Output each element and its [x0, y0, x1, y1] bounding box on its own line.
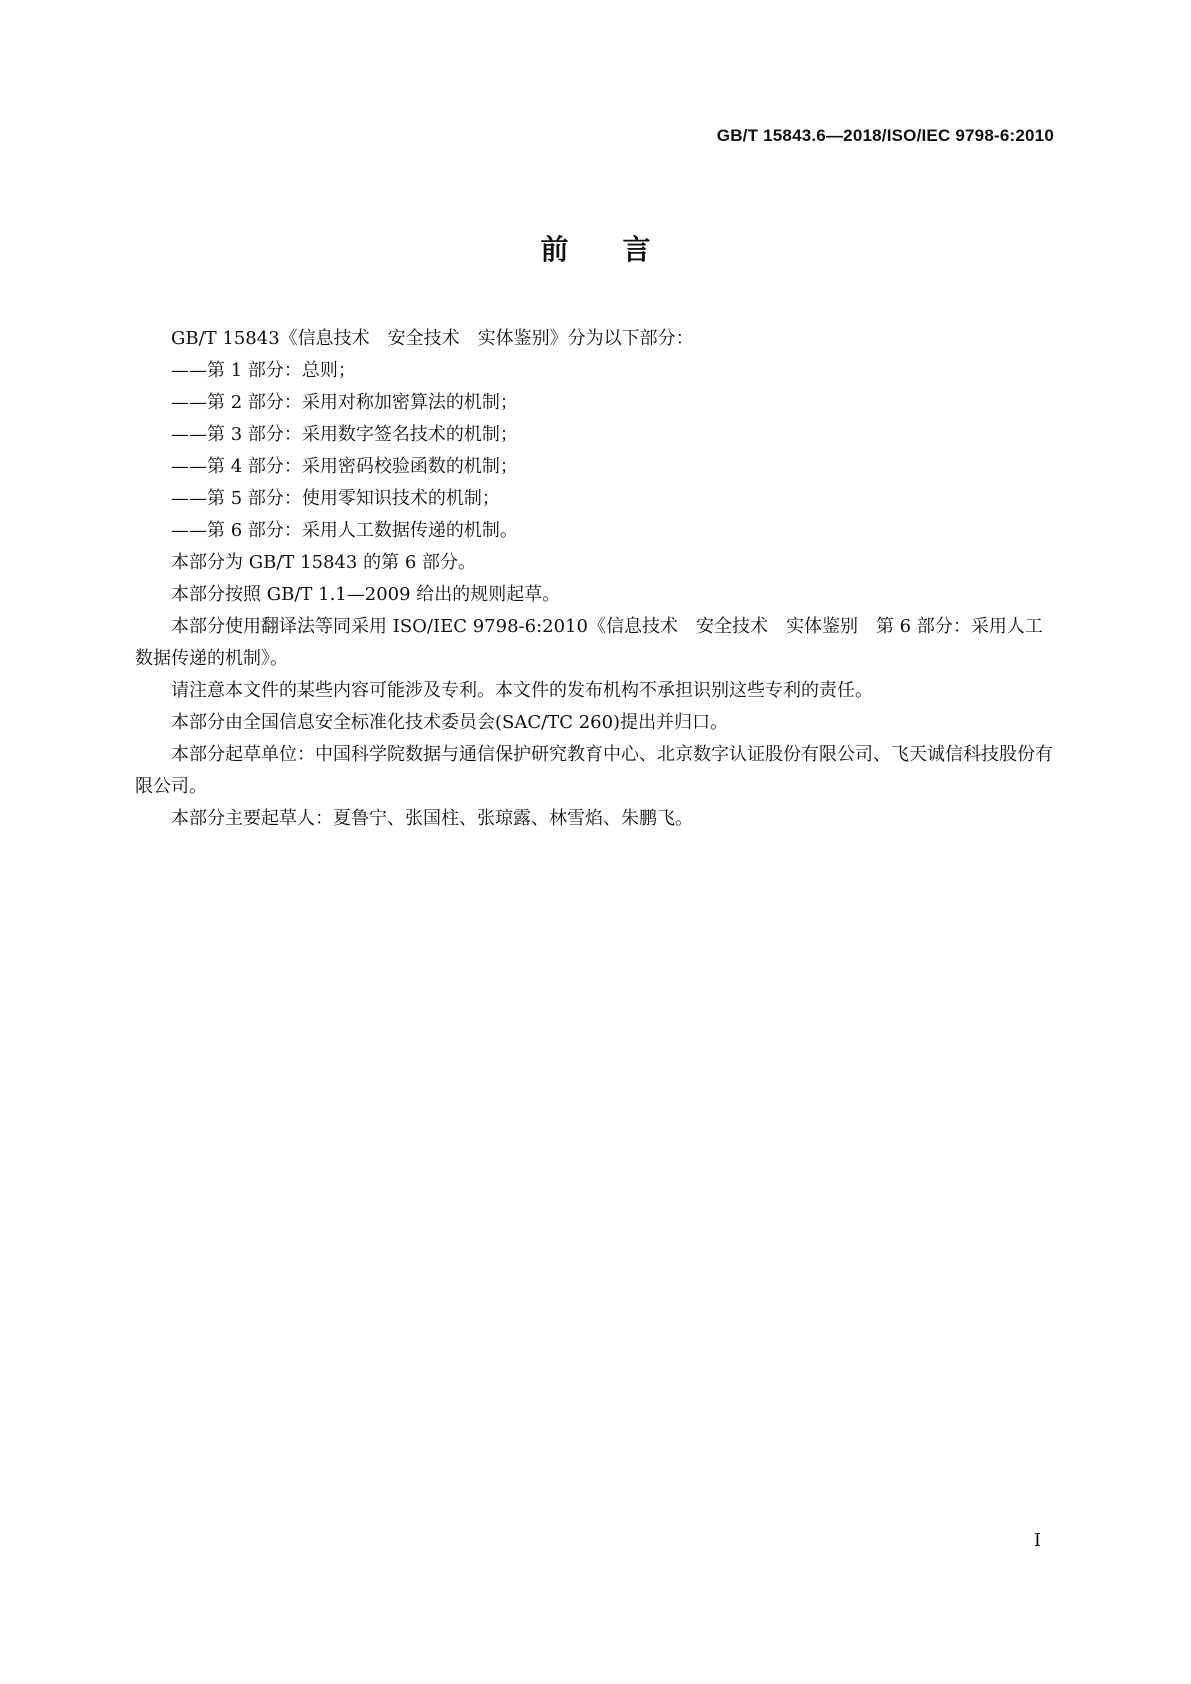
page-number: I: [1033, 1530, 1041, 1551]
part-list-item: ——第 3 部分：采用数字签名技术的机制；: [171, 424, 518, 445]
intro-paragraph: GB/T 15843《信息技术 安全技术 实体鉴别》分为以下部分：: [171, 328, 694, 349]
paragraph-drafters: 本部分主要起草人：夏鲁宁、张国柱、张琼露、林雪焰、朱鹏飞。: [171, 808, 693, 829]
paragraph-patent-notice: 请注意本文件的某些内容可能涉及专利。本文件的发布机构不承担识别这些专利的责任。: [171, 680, 873, 701]
paragraph-translation-method: 本部分使用翻译法等同采用 ISO/IEC 9798-6:2010《信息技术 安全技术 实体鉴别 第 6 部分：采用人工数据传递的机制》。: [135, 616, 1043, 669]
foreword-content: [135, 323, 1055, 835]
paragraph-drafting-rules: 本部分按照 GB/T 1.1—2009 给出的规则起草。: [171, 584, 561, 605]
part-list-item: ——第 5 部分：使用零知识技术的机制；: [171, 488, 500, 509]
page-title: 前言: [540, 233, 705, 266]
part-list-item: ——第 1 部分：总则；: [171, 360, 356, 381]
standard-code-header: GB/T 15843.6—2018/ISO/IEC 9798-6:2010: [716, 126, 1054, 145]
part-list-item: ——第 2 部分：采用对称加密算法的机制；: [171, 392, 518, 413]
paragraph-proposer: 本部分由全国信息安全标准化技术委员会(SAC/TC 260)提出并归口。: [171, 712, 729, 733]
part-list-item: ——第 4 部分：采用密码校验函数的机制；: [171, 456, 518, 477]
part-list-item: ——第 6 部分：采用人工数据传递的机制。: [171, 520, 518, 541]
paragraph-drafting-units: 本部分起草单位：中国科学院数据与通信保护研究教育中心、北京数字认证股份有限公司、飞天诚信科技股份有限公司。: [135, 744, 1053, 797]
paragraph-part-number: 本部分为 GB/T 15843 的第 6 部分。: [171, 552, 476, 573]
